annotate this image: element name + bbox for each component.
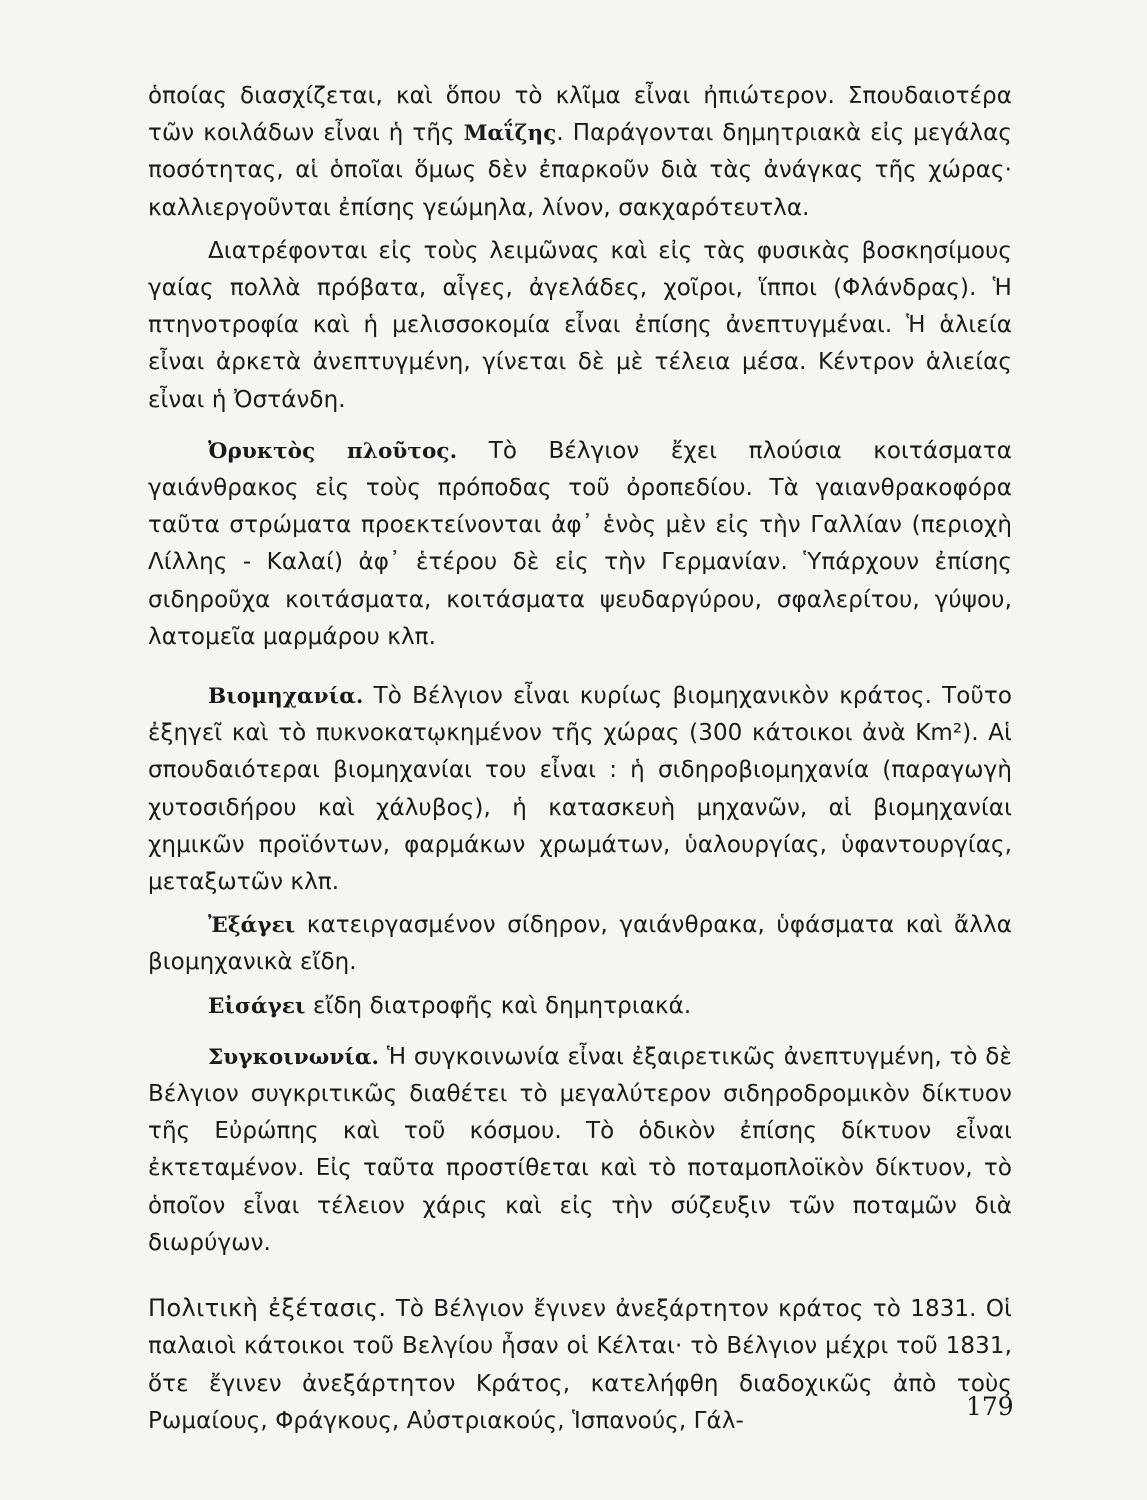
paragraph-imports bbox=[148, 988, 1012, 1025]
paragraph-transport bbox=[148, 1039, 1012, 1262]
paragraph-text: εἴδη διατροφῆς καὶ δημητριακά. bbox=[305, 992, 692, 1019]
section-heading-industry: Βιομηχανία. bbox=[208, 684, 364, 710]
paragraph-livestock bbox=[148, 233, 1012, 419]
paragraph-industry bbox=[148, 678, 1012, 901]
paragraph-political bbox=[148, 1290, 1012, 1440]
paragraph-text: Τὸ Βέλγιον ἔγινεν ἀνεξάρτητον κράτος τὸ 1831. Οἱ παλαιοὶ κάτοικοι τοῦ Βελγίου ἦσαν οἱ Κέλται· τὸ Βέλγιον μέχρι τοῦ 1831, ὅτε ἔγινεν ἀνεξάρτητον Κράτος, κατελήφθη διαδοχικῶς ἀπὸ τοὺς Ρωμαίους, Φράγκους, Αὐστριακούς, Ἱσπανούς, Γάλ- bbox=[148, 1296, 1012, 1434]
paragraph-mineral-wealth bbox=[148, 433, 1012, 656]
paragraph-text: Τὸ Βέλγιον εἶναι κυρίως βιομηχανικὸν κράτος. Τοῦτο ἐξηγεῖ καὶ τὸ πυκνοκατῳκημένον τῆς χώρας (300 κάτοικοι ἀνὰ Km²). Αἱ σπουδαιότεραι βιομηχανίαι του εἶναι : ἡ σιδηροβιομηχανία (παραγωγὴ χυτοσιδήρου καὶ χάλυβος), ἡ κατασκευὴ μηχανῶν, αἱ βιομηχανίαι χημικῶν προϊόντων, φαρμάκων χρωμάτων, ὑαλουργίας, ὑφαντουργίας, μεταξωτῶν κλπ. bbox=[148, 683, 1012, 896]
paragraph-maizis bbox=[148, 78, 1012, 227]
paragraph-text: . Παράγονται δημητριακὰ εἰς μεγάλας ποσότητας, αἱ ὁποῖαι ὅμως δὲν ἐπαρκοῦν διὰ τὰς ἀνάγκας τῆς χώρας· καλλιεργοῦνται ἐπίσης γεώμηλα, λίνον, σακχαρότευτλα. bbox=[148, 120, 1012, 221]
page-body bbox=[148, 78, 1012, 1440]
section-heading-imports: Εἰσάγει bbox=[208, 993, 306, 1019]
paragraph-text: Τὸ Βέλγιον ἔχει πλούσια κοιτάσματα γαιάνθρακος εἰς τοὺς πρόποδας τοῦ ὀροπεδίου. Τὰ γαιανθρακοφόρα ταῦτα στρώματα προεκτείνονται ἀφ᾿ ἑνὸς μὲν εἰς τὴν Γαλλίαν (περιοχὴ Λίλλης - Καλαί) ἀφ᾿ ἑτέρου δὲ εἰς τὴν Γερμανίαν. Ὑπάρχουν ἐπίσης σιδηροῦχα κοιτάσματα, κοιτάσματα ψευδαργύρου, σφαλερίτου, γύψου, λατομεῖα μαρμάρου κλπ. bbox=[148, 437, 1012, 650]
paragraph-text: Ἡ συγκοινωνία εἶναι ἐξαιρετικῶς ἀνεπτυγμένη, τὸ δὲ Βέλγιον συγκριτικῶς διαθέτει τὸ μεγαλύτερον σιδηροδρομικὸν δίκτυον τῆς Εὐρώπης καὶ τοῦ κόσμου. Τὸ ὁδικὸν ἐπίσης δίκτυον εἶναι ἐκτεταμένον. Εἰς ταῦτα προστίθεται καὶ τὸ ποταμοπλοϊκὸν δίκτυον, τὸ ὁποῖον εἶναι τέλειον χάρις καὶ εἰς τὴν σύζευξιν τῶν ποταμῶν διὰ διωρύγων. bbox=[148, 1043, 1012, 1256]
bold-term-maizis: Μαΐζης bbox=[463, 121, 557, 147]
page-number: 179 bbox=[966, 1392, 1014, 1421]
paragraph-exports bbox=[148, 907, 1012, 981]
section-heading-transport: Συγκοινωνία. bbox=[208, 1044, 380, 1070]
paragraph-text: Διατρέφονται εἰς τοὺς λειμῶνας καὶ εἰς τὰς φυσικὰς βοσκησίμους γαίας πολλὰ πρόβατα, αἶγες, ἀγελάδες, χοῖροι, ἵπποι (Φλάνδρας). Ἡ πτηνοτροφία καὶ ἡ μελισσοκομία εἶναι ἐπίσης ἀνεπτυγμέναι. Ἡ ἁλιεία εἶναι ἀρκετὰ ἀνεπτυγμένη, γίνεται δὲ μὲ τέλεια μέσα. Κέντρον ἁλιείας εἶναι ἡ Ὀστάνδη. bbox=[148, 237, 1012, 413]
section-heading-exports: Ἐξάγει bbox=[208, 913, 296, 939]
paragraph-text: κατειργασμένον σίδηρον, γαιάνθρακα, ὑφάσματα καὶ ἄλλα βιομηχανικὰ εἴδη. bbox=[148, 912, 1012, 976]
paragraph-text: ὁποίας διασχίζεται, καὶ ὅπου τὸ κλῖμα εἶναι ἠπιώτερον. Σπουδαιοτέρα τῶν κοιλάδων εἶναι ἡ τῆς bbox=[148, 83, 1012, 147]
section-heading-political: Πολιτικὴ ἐξέτασις. bbox=[148, 1294, 387, 1323]
section-heading-mineral-wealth: Ὀρυκτὸς πλοῦτος. bbox=[208, 438, 458, 464]
